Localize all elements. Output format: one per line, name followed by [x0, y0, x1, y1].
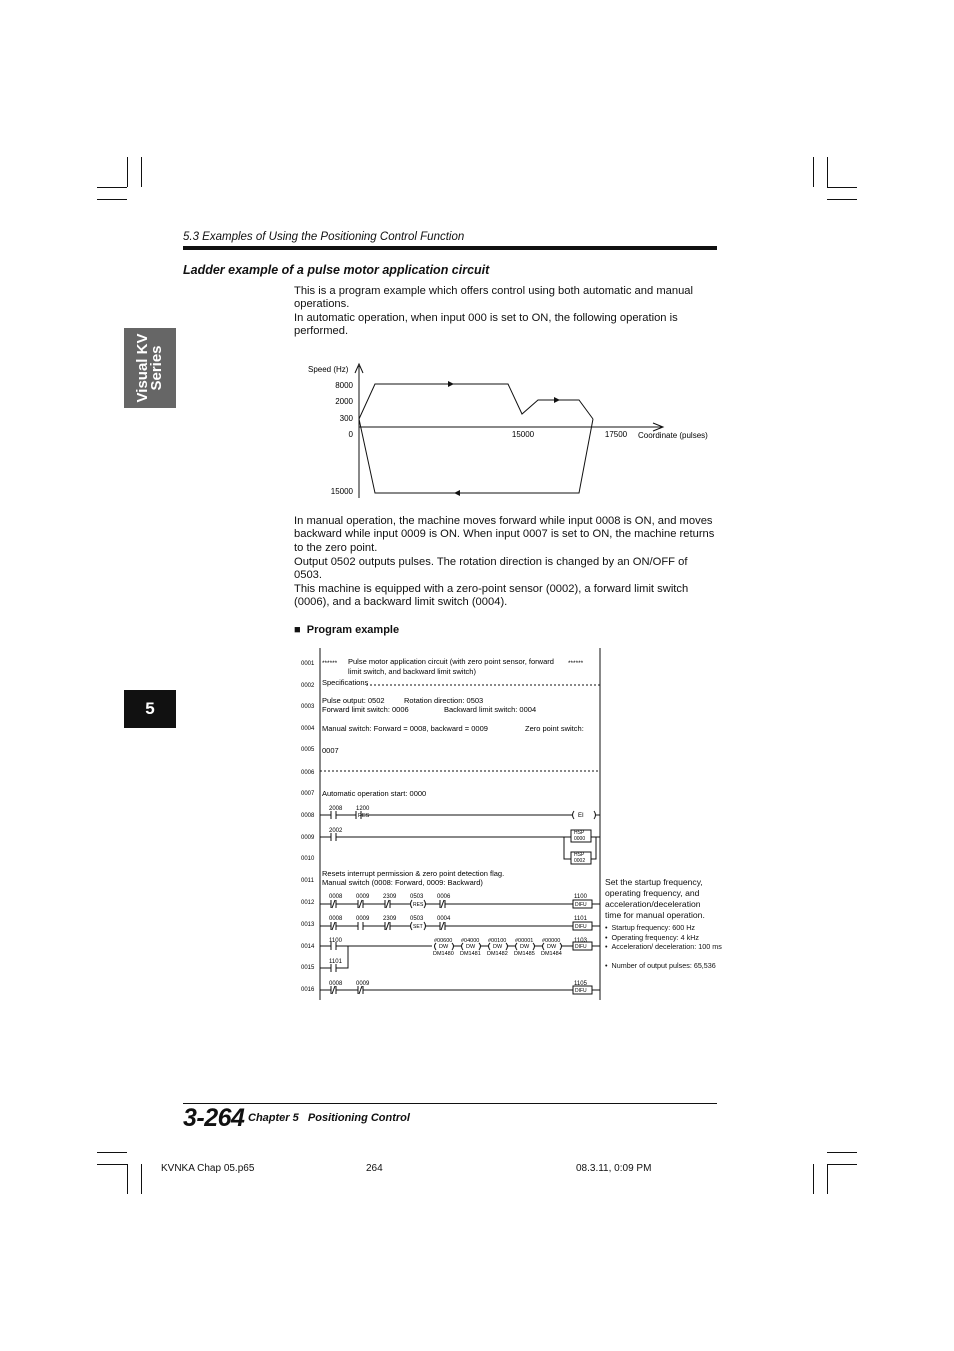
contact-label: 0009 — [356, 916, 370, 922]
print-file-name: KVNKA Chap 05.p65 — [161, 1163, 255, 1174]
comment-line: Pulse output: 0502 — [322, 696, 385, 705]
rung-0016 — [320, 986, 573, 994]
contact-label: 0008 — [329, 916, 343, 922]
series-tab-label — [136, 334, 164, 403]
instruction-label: 0000 — [574, 836, 586, 842]
rung-0013 — [320, 922, 573, 930]
contact-label: 0009 — [356, 894, 370, 900]
manual-paragraph-3: This machine is equipped with a zero-point sensor (0002), a forward limit switch (0006), and a backward limit switch (0004). — [294, 583, 689, 609]
ladder-diagram — [296, 648, 606, 1003]
comment-line: Manual switch (0008: Forward, 0009: Backward) — [322, 878, 483, 887]
footer-rule — [183, 1103, 717, 1104]
rung-number: 0009 — [301, 835, 315, 841]
contact-label: 0006 — [437, 894, 451, 900]
y-tick-label: 0 — [348, 430, 353, 439]
contact-label: 2309 — [383, 894, 397, 900]
comment-line: Resets interrupt permission & zero point detection flag. — [322, 869, 505, 878]
crop-mark — [827, 187, 857, 188]
dw-label: DW — [520, 944, 530, 950]
crop-mark — [827, 1152, 857, 1153]
contact-label: 1100 — [329, 938, 342, 944]
instruction-label: DIFU — [575, 944, 587, 950]
crop-mark — [827, 1164, 828, 1194]
y-tick-label: 300 — [339, 414, 353, 423]
settings-bullet-text: Number of output pulses: 65,536 — [611, 961, 716, 970]
rung-number: 0007 — [301, 791, 315, 797]
page-number: 3-264 — [183, 1104, 245, 1132]
comment-line: Pulse motor application circuit (with zero point sensor, forward — [348, 657, 554, 666]
rung-number: 0013 — [301, 922, 315, 928]
x-tick-label: 17500 — [604, 430, 628, 439]
rung-number: 0010 — [301, 856, 315, 862]
comment-line: 0007 — [322, 746, 339, 755]
y-tick-label: 15000 — [330, 487, 353, 496]
output-label: 1100 — [574, 894, 587, 900]
instruction-label: EI — [578, 813, 584, 819]
comment-stars: ****** — [322, 660, 338, 667]
dm-address: DM1485 — [514, 951, 535, 957]
crop-mark — [127, 157, 128, 187]
intro-paragraph-1: This is a program example which offers control using both automatic and manual operations. — [294, 285, 694, 311]
crop-mark — [141, 157, 142, 187]
dw-label: DW — [439, 944, 449, 950]
print-sheet-number: 264 — [366, 1163, 383, 1174]
dm-address: DM1484 — [541, 951, 562, 957]
rung-number: 0011 — [301, 878, 314, 884]
comment-line: Automatic operation start: 0000 — [322, 789, 427, 798]
series-name-line2: Series — [148, 345, 165, 391]
instruction-label: DIFU — [575, 988, 587, 994]
rung-number: 0006 — [301, 770, 315, 776]
instruction-label: RES — [413, 902, 424, 908]
crop-mark — [827, 1164, 857, 1165]
contact-label: 2309 — [383, 916, 397, 922]
dm-address: DM1480 — [433, 951, 454, 957]
instruction-label: HSP — [574, 830, 585, 836]
instruction-label: SET — [413, 924, 423, 930]
output-label: 1101 — [574, 916, 587, 922]
rung-0014 — [320, 942, 432, 972]
instruction-label: RES — [358, 813, 370, 819]
contact-label: 0008 — [329, 894, 343, 900]
dm-address: DM1481 — [460, 951, 481, 957]
rung-number: 0004 — [301, 726, 315, 732]
section-title: Ladder example of a pulse motor application circuit — [183, 263, 490, 277]
manual-paragraph-1: In manual operation, the machine moves forward while input 0008 is ON, and moves backward while input 0009 is ON. When input 0007 is set to ON, the machine returns to the zero point. — [294, 515, 715, 554]
settings-bullet: • Operating frequency: 4 kHz — [605, 933, 700, 942]
contact-label: 0008 — [329, 981, 343, 987]
dw-value: #00600 — [434, 938, 453, 944]
output-label: 1103 — [574, 938, 587, 944]
rung-number: 0005 — [301, 747, 315, 753]
rung-0009 — [320, 833, 600, 859]
rung-0012 — [320, 900, 573, 908]
crop-mark — [97, 199, 127, 200]
direction-arrow — [554, 397, 560, 403]
x-axis-label-text: Coordinate (pulses) — [638, 431, 708, 440]
running-header: 5.3 Examples of Using the Positioning Control Function — [183, 231, 465, 243]
footer-chapter: Chapter 5 Positioning Control — [248, 1112, 410, 1124]
crop-mark — [97, 187, 127, 188]
rung-number: 0016 — [301, 987, 315, 993]
manual-paragraph-2: Output 0502 outputs pulses. The rotation direction is changed by an ON/OFF of 0503. — [294, 556, 688, 582]
settings-bullet: • Startup frequency: 600 Hz — [605, 923, 696, 932]
contact-label: 2008 — [329, 806, 343, 812]
rung-number: 0012 — [301, 900, 315, 906]
comment-line: Zero point switch: — [525, 724, 584, 733]
contact-label: 0503 — [410, 916, 424, 922]
y-tick-label: 2000 — [335, 397, 353, 406]
settings-bullet-text: Operating frequency: 4 kHz — [611, 933, 700, 942]
rung-number: 0002 — [301, 683, 315, 689]
contact-label: 2002 — [329, 828, 343, 834]
comment-line: Rotation direction: 0503 — [404, 696, 484, 705]
contact-label: 1200 — [356, 806, 370, 812]
output-label: 1105 — [574, 981, 587, 987]
forward-profile-line — [359, 384, 593, 419]
dw-label: DW — [547, 944, 557, 950]
bullet-square: ■ — [294, 624, 301, 636]
contact-label: 0004 — [437, 916, 451, 922]
dw-value: #00100 — [488, 938, 507, 944]
intro-paragraph-2: In automatic operation, when input 000 is set to ON, the following operation is performed. — [294, 312, 678, 338]
return-profile-line — [359, 419, 593, 493]
direction-arrow — [454, 490, 460, 496]
rung-number: 0014 — [301, 944, 315, 950]
manual-settings-note: Set the startup frequency, operating frequency, and acceleration/deceleration time for manual operation. — [605, 877, 705, 920]
chapter-tab: 5 — [124, 690, 176, 728]
comment-line: Forward limit switch: 0006 — [322, 705, 409, 714]
rung-number: 0008 — [301, 813, 315, 819]
settings-bullet-text: Startup frequency: 600 Hz — [611, 923, 696, 932]
print-timestamp: 08.3.11, 0:09 PM — [576, 1163, 652, 1174]
settings-bullet: • Number of output pulses: 65,536 — [605, 961, 716, 970]
instruction-label: HSP — [574, 852, 585, 858]
rung-number: 0001 — [301, 661, 315, 667]
instruction-label: DIFU — [575, 902, 587, 908]
dw-value: #04000 — [461, 938, 480, 944]
instruction-label: 0002 — [574, 858, 586, 864]
dw-value: #00001 — [515, 938, 534, 944]
coil-brackets — [573, 811, 601, 819]
comment-line: Specifications — [322, 678, 369, 687]
settings-bullet: • Acceleration/ deceleration: 100 ms — [605, 942, 722, 951]
y-tick-label: 8000 — [335, 381, 353, 390]
x-tick-label: 15000 — [511, 430, 535, 439]
x-axis-label — [638, 431, 708, 440]
crop-mark — [813, 1164, 814, 1194]
instruction-label: DIFU — [575, 924, 587, 930]
comment-line: Manual switch: Forward = 0008, backward = 0009 — [322, 724, 488, 733]
program-example-label: Program example — [306, 624, 400, 636]
crop-mark — [97, 1164, 127, 1165]
crop-mark — [97, 1152, 127, 1153]
comment-stars: ****** — [568, 660, 584, 667]
contact-label: 0503 — [410, 894, 424, 900]
comment-line: Backward limit switch: 0004 — [444, 705, 537, 714]
rung-number: 0003 — [301, 704, 315, 710]
crop-mark — [827, 199, 857, 200]
comment-line: limit switch, and backward limit switch) — [348, 667, 476, 676]
crop-mark — [813, 157, 814, 187]
rung-number: 0015 — [301, 965, 315, 971]
series-tab — [124, 328, 176, 408]
direction-arrow — [448, 381, 454, 387]
dm-address: DM1482 — [487, 951, 508, 957]
y-axis-label: Speed (Hz) — [308, 365, 349, 374]
settings-bullet-text: Acceleration/ deceleration: 100 ms — [611, 942, 722, 951]
dw-value: #00000 — [542, 938, 561, 944]
crop-mark — [127, 1164, 128, 1194]
contact-label: 0009 — [356, 981, 370, 987]
crop-mark — [827, 157, 828, 187]
dw-label: DW — [466, 944, 476, 950]
crop-mark — [141, 1164, 142, 1194]
program-example-title — [294, 624, 399, 636]
contact-label: 1101 — [329, 959, 342, 965]
dw-label: DW — [493, 944, 503, 950]
speed-profile-chart — [300, 358, 708, 508]
series-name-line1: Visual KV — [134, 333, 151, 403]
header-rule — [183, 246, 717, 250]
